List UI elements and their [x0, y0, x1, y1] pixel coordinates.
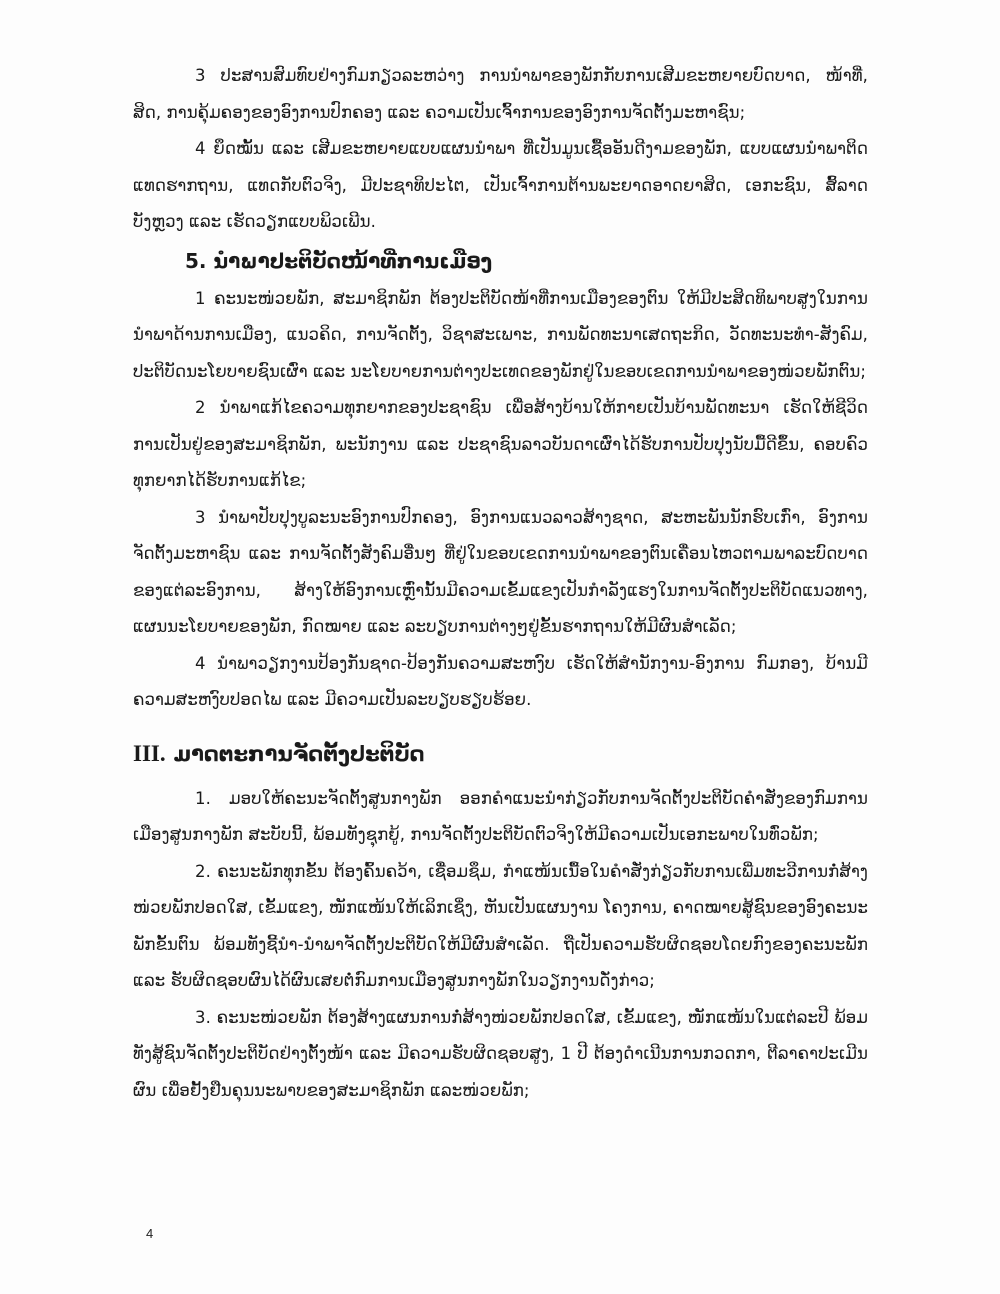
paragraph-leadership-style: 4 ຍຶດໝັ້ນ ແລະ ເສີມຂະຫຍາຍແບບແຜນນໍາພາ ທີ່ເປັນມູນເຊື້ອອັນດີງາມຂອງພັກ, ແບບແຜນນໍາພາຕິດແທດຮາກຖານ, ແທດກັບຕົວຈິງ, ມີປະຊາທິປະໄຕ, ເປັນເຈົ້າການຕ້ານພະຍາດອາດຍາສິດ, ເອກະຊົນ, ສົ້ລາດບັງຫຼວງ ແລະ ເຮັດວຽກແບບພິວເພີນ.	[133, 139, 868, 231]
page-number: 4	[146, 1226, 154, 1241]
section-heading-iii-title: ມາດຕະການຈັດຕັ້ງປະຕິບັດ	[173, 741, 425, 766]
paragraph-organization-improvement: 3 ນໍາພາປັບປຸງບູລະນະອົງການປົກຄອງ, ອົງການແນວລາວສ້າງຊາດ, ສະຫະພັນນັກຮົບເກົ່າ, ອົງການຈັດຕັ້ງມະຫາຊົນ ແລະ ການຈັດຕັ້ງສັງຄົມອື່ນໆ ທີ່ຢູ່ໃນຂອບເຂດການນໍາພາຂອງຕົນເຄື່ອນໄຫວຕາມພາລະບົດບາດຂອງແຕ່ລະອົງການ, ສ້າງໃຫ້ອົງການເຫຼົ່ານັ້ນມີຄວາມເຂັ້ມແຂງເປັນກໍາລັງແຮງໃນການຈັດຕັ້ງປະຕິບັດແນວທາງ, ແຜນນະໂຍບາຍຂອງພັກ, ກົດໝາຍ ແລະ ລະບຽບການຕ່າງໆຢູ່ຂັ້ນຮາກຖານໃຫ້ມີຜົນສໍາເລັດ;	[133, 507, 868, 636]
paragraph-national-defense: 4 ນໍາພາວຽກງານປ້ອງກັນຊາດ-ປ້ອງກັນຄວາມສະຫງົບ ເຮັດໃຫ້ສໍານັກງານ-ອົງການ ກົມກອງ, ບ້ານມີຄວາມສະຫງົບປອດໄພ ແລະ ມີຄວາມເປັນລະບຽບຮຽບຮ້ອຍ.	[133, 653, 868, 709]
paragraph-measure-3: 3. ຄະນະໜ່ວຍພັກ ຕ້ອງສ້າງແຜນການກໍ່ສ້າງໜ່ວຍພັກປອດໃສ, ເຂັ້ມແຂງ, ໜັກແໜ້ນໃນແຕ່ລະປີ ພ້ອມທັງສູ້ຊົນຈັດຕັ້ງປະຕິບັດຢ່າງຕັ້ງໜ້າ ແລະ ມີຄວາມຮັບຜິດຊອບສູງ, 1 ປີ ຕ້ອງດໍາເນີນການກວດກາ, ຕີລາຄາປະເມີນຜົນ ເພື່ອຢັ້ງຢືນຄຸນນະພາບຂອງສະມາຊິກພັກ ແລະໜ່ວຍພັກ;	[133, 1007, 868, 1100]
paragraph-measure-2: 2. ຄະນະພັກທຸກຂັ້ນ ຕ້ອງຄົ້ນຄວ້າ, ເຊື່ອມຊຶມ, ກໍາແໜ້ນເນື້ອໃນຄໍາສັ່ງກ່ຽວກັບການເພີ່ມທະວີການກໍ່ສ້າງໜ່ວຍພັກປອດໃສ, ເຂັ້ມແຂງ, ໜັກແໜ້ນໃຫ້ເລິກເຊິ່ງ, ຫັນເປັນແຜນງານ ໂຄງການ, ຄາດໝາຍສູ້ຊົນຂອງອົງຄະນະພັກຂັ້ນຕົນ ພ້ອມທັງຊີ້ນໍາ-ນໍາພາຈັດຕັ້ງປະຕິບັດໃຫ້ມີຜົນສໍາເລັດ. ຖືເປັນຄວາມຮັບຜິດຊອບໂດຍກົງຂອງຄະນະພັກ ແລະ ຮັບຜິດຊອບຜົນໄດ້ຜົນເສຍຕໍ່ກົມການເມືອງສູນກາງພັກໃນວຽກງານດັ່ງກ່າວ;	[133, 861, 868, 990]
section-heading-5: 5. ນໍາພາປະຕິບັດໜ້າທີ່ການເມືອງ	[185, 248, 493, 273]
paragraph-political-duty: 1 ຄະນະໜ່ວຍພັກ, ສະມາຊິກພັກ ຕ້ອງປະຕິບັດໜ້າທີ່ການເມືອງຂອງຕົນ ໃຫ້ມີປະສິດທິພາບສູງໃນການນໍາພາດ້ານການເມືອງ, ແນວຄິດ, ການຈັດຕັ້ງ, ວິຊາສະເພາະ, ການພັດທະນາເສດຖະກິດ, ວັດທະນະທໍາ-ສັງຄົມ, ປະຕິບັດນະໂຍບາຍຊົນເຜົ່າ ແລະ ນະໂຍບາຍການຕ່າງປະເທດຂອງພັກຢູ່ໃນຂອບເຂດການນໍາພາຂອງໜ່ວຍພັກຕົນ;	[133, 288, 868, 381]
paragraph-measure-1: 1. ມອບໃຫ້ຄະນະຈັດຕັ້ງສູນກາງພັກ ອອກຄໍາແນະນໍາກ່ຽວກັບການຈັດຕັ້ງປະຕິບັດຄໍາສັ່ງຂອງກົມການເມືອງສູນກາງພັກ ສະບັບນີ້, ພ້ອມທັງຊຸກຍູ້, ການຈັດຕັ້ງປະຕິບັດຕົວຈິງໃຫ້ມີຄວາມເປັນເອກະພາບໃນທົ່ວພັກ;	[133, 788, 868, 844]
paragraph-coordination: 3 ປະສານສົມທົບຢ່າງກົມກຽວລະຫວ່າງ ການນໍາພາຂອງພັກກັບການເສີມຂະຫຍາຍບົດບາດ, ໜ້າທີ່, ສິດ, ການຄຸ້ມຄອງຂອງອົງການປົກຄອງ ແລະ ຄວາມເປັນເຈົ້າການຂອງອົງການຈັດຕັ້ງມະຫາຊົນ;	[133, 66, 868, 122]
document-body	[133, 58, 868, 1109]
paragraph-poverty-reduction: 2 ນໍາພາແກ້ໄຂຄວາມທຸກຍາກຂອງປະຊາຊົນ ເພື່ອສ້າງບ້ານໃຫ້ກາຍເປັນບ້ານພັດທະນາ ເຮັດໃຫ້ຊີວິດການເປັນຢູ່ຂອງສະມາຊິກພັກ, ພະນັກງານ ແລະ ປະຊາຊົນລາວບັນດາເຜົ່າໄດ້ຮັບການປັບປຸງນັບມື້ດີຂຶ້ນ, ຄອບຄົວທຸກຍາກໄດ້ຮັບການແກ້ໄຂ;	[133, 398, 868, 490]
section-heading-iii-numeral: III.	[133, 740, 166, 766]
section-heading-iii	[133, 733, 868, 775]
